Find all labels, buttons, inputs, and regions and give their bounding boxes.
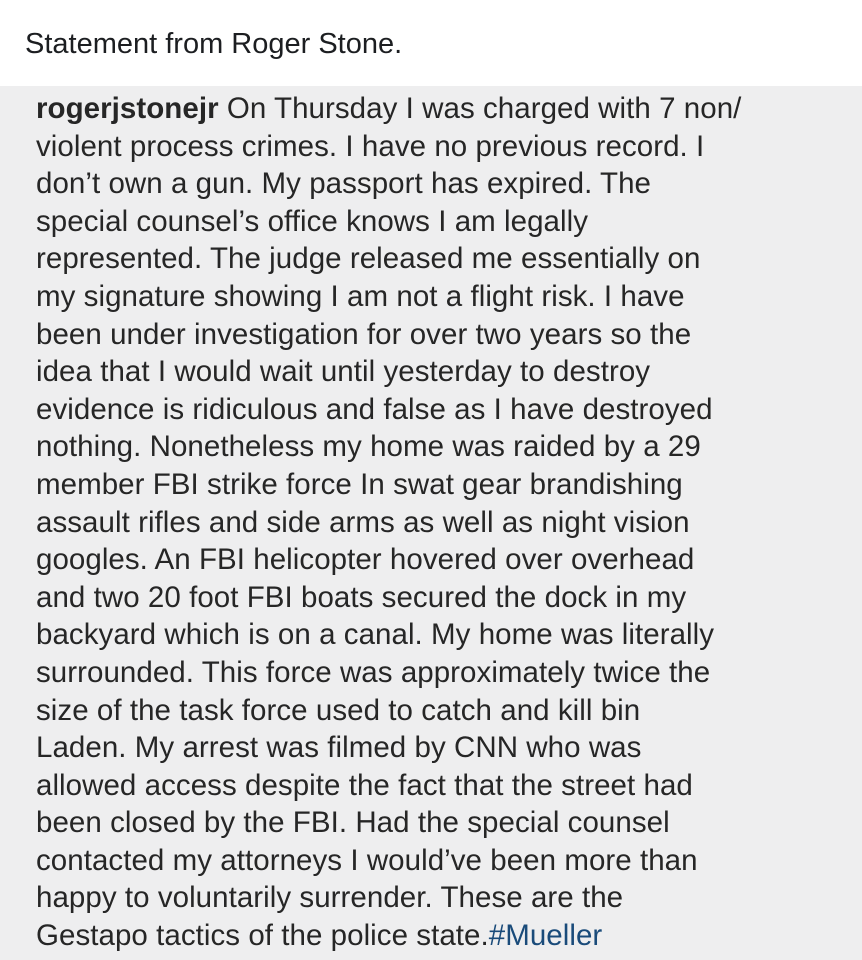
caption-line: evidence is ridiculous and false as I have destroyed — [36, 392, 713, 426]
caption-line: been closed by the FBI. Had the special counsel — [36, 806, 670, 840]
caption-line: googles. An FBI helicopter hovered over overhead — [36, 543, 695, 577]
caption-line: size of the task force used to catch and kill bin — [36, 693, 641, 727]
caption-line: don’t own a gun. My passport has expired. The — [36, 167, 652, 201]
caption-line: allowed access despite the fact that the street had — [36, 768, 693, 802]
caption-last-line-text: Gestapo tactics of the police state. — [36, 919, 489, 953]
caption-line — [36, 90, 848, 128]
post-header — [0, 0, 862, 86]
caption-line: my signature showing I am not a flight risk. I have — [36, 279, 685, 313]
caption-text — [36, 90, 848, 955]
username-link[interactable]: rogerjstonejr — [36, 92, 219, 125]
caption-line: and two 20 foot FBI boats secured the dock in my — [36, 580, 687, 614]
caption-line: Laden. My arrest was filmed by CNN who was — [36, 731, 642, 765]
caption-first-line-text: On Thursday I was charged with 7 non/ — [218, 92, 742, 125]
post-title: Statement from Roger Stone. — [25, 28, 403, 60]
caption-line: surrounded. This force was approximately twice the — [36, 655, 711, 689]
caption-line: member FBI strike force In swat gear brandishing — [36, 467, 683, 501]
caption-line: nothing. Nonetheless my home was raided by a 29 — [36, 430, 701, 464]
caption-line: represented. The judge released me essentially on — [36, 242, 701, 276]
caption-line: special counsel’s office knows I am legally — [36, 204, 589, 238]
hashtag-link[interactable]: #Mueller — [488, 919, 603, 953]
caption-line: happy to voluntarily surrender. These are the — [36, 881, 624, 915]
caption-line: violent process crimes. I have no previous record. I — [36, 129, 705, 163]
caption-line: been under investigation for over two years so the — [36, 317, 692, 351]
caption-line: idea that I would wait until yesterday to destroy — [36, 355, 651, 389]
caption-line: backyard which is on a canal. My home was literally — [36, 618, 715, 652]
caption-line: contacted my attorneys I would’ve been more than — [36, 843, 698, 877]
caption-line: assault rifles and side arms as well as night vision — [36, 505, 690, 539]
instagram-screenshot — [0, 86, 862, 960]
caption-line — [36, 917, 848, 955]
